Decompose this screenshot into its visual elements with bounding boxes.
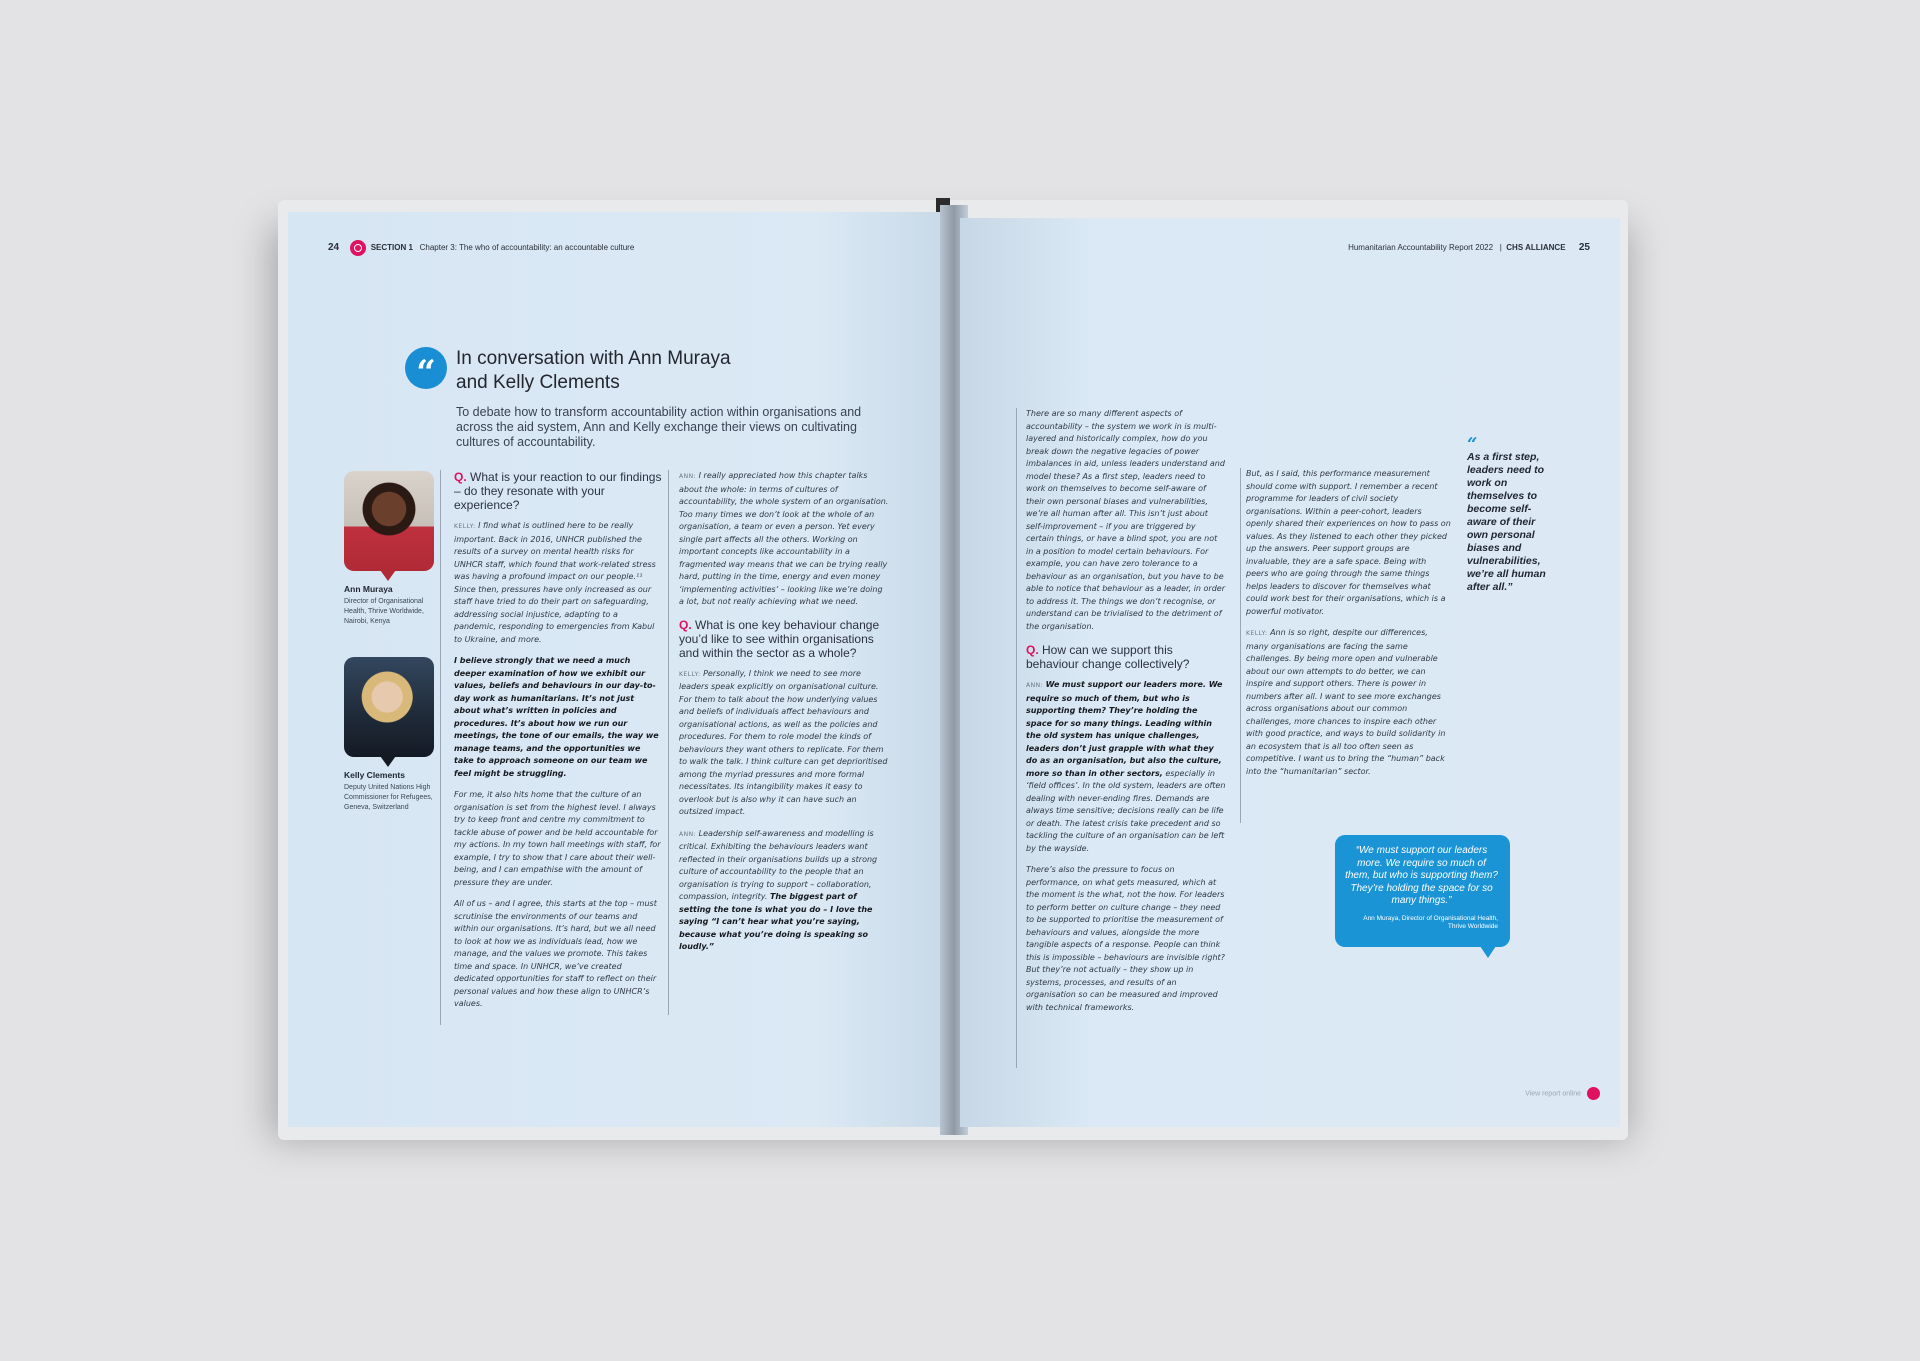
paragraph: There’s also the pressure to focus on performance, on what gets measured, which at the moment is the what, not the how. For leaders to perform better on culture change – they need to be supported to prioritise the measurement of behaviours and values, alongside the more tangible aspects of a response. People can think this is impossible – behaviours are invisible right? But they’re not actually – they show up in systems, processes, and results of an organisation so can be measured and improved with technical frameworks. bbox=[1026, 865, 1225, 1012]
callout-tail bbox=[1480, 946, 1496, 958]
left-column-2 bbox=[679, 470, 889, 963]
photo-tail bbox=[378, 567, 398, 581]
person-name: Ann Muraya bbox=[344, 584, 393, 594]
paragraph: ANN: We must support our leaders more. We require so much of them, but who is supporting them? They’re holding the space for so many things. Leading within the old system has unique challenges, leaders don’t just grapple with what they do as an organisation, but also the culture, more so than in other sectors, especially in ‘field offices’. In the old system, leaders are often dealing with never-ending fires. Demands are always time sensitive; decisions really can be life or death. The latest crisis take precedent and so tackling the culture of an organisation can be left by the wayside. bbox=[1026, 680, 1226, 853]
callout-quote: “We must support our leaders more. We require so much of them, but who is supporting them? They’re holding the space for so many things.” bbox=[1345, 845, 1498, 906]
question: Q. What is your reaction to our findings – do they resonate with your experience? bbox=[454, 470, 662, 512]
view-online-link[interactable] bbox=[1525, 1087, 1600, 1100]
page-number: 25 bbox=[1578, 242, 1590, 253]
person-role: Deputy United Nations High Commissioner for Refugees, Geneva, Switzerland bbox=[344, 784, 433, 811]
photo-tail bbox=[378, 753, 398, 767]
left-header bbox=[328, 240, 634, 256]
link-icon bbox=[1587, 1087, 1600, 1100]
question: Q. How can we support this behaviour change collectively? bbox=[1026, 643, 1190, 671]
paragraph: ANN: Leadership self-awareness and modelling is critical. Exhibiting the behaviours leaders want reflected in their organisations builds up a strong culture of accountability to the people that an organisation is trying to support – collaboration, compassion, integrity. The biggest part of setting the tone is what you do – I love the saying “I can’t hear what you’re saying, because what you’re doing is speaking so loudly.” bbox=[679, 828, 878, 951]
page-number: 24 bbox=[328, 242, 340, 254]
paragraph: There are so many different aspects of accountability – the system we work in is multi-layered and historically complex, how do you break down the negative legacies of power imbalances in aid, unless leaders understand and model these? As a first step, leaders need to work on themselves to become self-aware of their own personal biases and vulnerabilities, we’re all human after all. This isn’t just about self-improvement – if you are triggered by certain things, or have a blind spot, you are not in a position to model certain behaviours. For example, you can have zero tolerance to a behaviour as an organisation, but you have to be able to notice that behaviour as a leader, in order to address it. The things we don’t recognise, or understand can be trivialised to the detriment of the organisation. bbox=[1026, 409, 1225, 631]
question: Q. What is one key behaviour change you’d like to see within organisations and within the sector as a whole? bbox=[679, 617, 880, 660]
article-title bbox=[456, 347, 776, 395]
right-column-1 bbox=[1026, 408, 1226, 1023]
column-rule bbox=[1240, 468, 1241, 823]
paragraph: KELLY: I find what is outlined here to be really important. Back in 2016, UNHCR published the results of a survey on mental health risks for UNHCR staff, which found that work-related stress was having a profound impact on our people.¹¹ Since then, pressures have only increased as our staff have tried to do their part on safeguarding, addressing social injustice, adapting to a pandemic, responding to emergencies from Kabul to Ukraine, and more. bbox=[454, 521, 656, 644]
column-rule bbox=[440, 470, 441, 1025]
callout-quote-box bbox=[1335, 835, 1510, 947]
title-line-1: In conversation with Ann Muraya bbox=[456, 348, 731, 369]
left-column-1 bbox=[454, 470, 662, 1020]
paragraph: KELLY: Ann is so right, despite our differences, many organisations are facing the same challenges. By being more open and vulnerable about our own attempts to do better, we can inspire and support others. There is power in numbers after all. I want to see more exchanges across organisations about our common challenges, more chances to inspire each other with good practice, and ways to build solidarity in an ecosystem that is all too often seen as competitive. I want us to bring the “human” back into the “humanitarian” sector. bbox=[1246, 628, 1446, 776]
title-line-2: and Kelly Clements bbox=[456, 372, 620, 393]
pull-quote-icon: “ bbox=[1467, 434, 1478, 455]
kelly-clements-photo bbox=[344, 657, 434, 757]
paragraph-bold: I believe strongly that we need a much deeper examination of how we exhibit our values, beliefs and behaviours in our day-to-day work as humanitarians. It’s not just about what’s written in policies and procedures. It’s about how we run our meetings, the tone of our emails, the way we manage teams, and the opportunities we take to approach someone on our team we feel might be struggling. bbox=[454, 656, 659, 778]
pull-quote-text: As a first step, leaders need to work on themselves to become self-aware of their own personal biases and vulnerabilities, we’re all human after all.” bbox=[1467, 451, 1546, 593]
column-rule bbox=[1016, 408, 1017, 1068]
section-label: SECTION 1 bbox=[370, 243, 413, 253]
right-page bbox=[960, 218, 1620, 1127]
quote-icon: “ bbox=[405, 347, 447, 389]
paragraph: But, as I said, this performance measurement should come with support. I remember a recent programme for leaders of civil society organisations. Within a peer-cohort, leaders openly shared their experiences on how to pass on values. As they listened to each other they picked up the answers. Peer support groups are invaluable, they are a safe space. Being with peers who are going through the same things helps leaders to discover for themselves what could work best for their organisations, which is a powerful motivator. bbox=[1246, 469, 1451, 616]
report-title: Humanitarian Accountability Report 2022 bbox=[1348, 243, 1494, 252]
person-name: Kelly Clements bbox=[344, 770, 405, 780]
callout-attribution: Ann Muraya, Director of Organisational Health, Thrive Worldwide bbox=[1363, 914, 1498, 930]
person-role: Director of Organisational Health, Thrive Worldwide, Nairobi, Kenya bbox=[344, 598, 424, 625]
column-rule bbox=[668, 470, 669, 1015]
paragraph: For me, it also hits home that the culture of an organisation is set from the highest level. I always try to keep front and centre my commitment to tackle abuse of power and be held accountable for my actions. In my town hall meetings with staff, for example, I try to show that I care about their well-being, and I can empathise with the amount of pressure they are under. bbox=[454, 790, 661, 887]
chapter-label: Chapter 3: The who of accountability: an accountable culture bbox=[419, 243, 635, 253]
right-header: Humanitarian Accountability Report 2022 | CHS ALLIANCE 25 bbox=[1348, 242, 1590, 253]
article-intro: To debate how to transform accountability action within organisations and across the aid system, Ann and Kelly exchange their views on cultivating cultures of accountability. bbox=[456, 405, 862, 449]
pull-quote bbox=[1467, 434, 1547, 594]
left-page bbox=[288, 212, 948, 1127]
search-icon bbox=[350, 240, 366, 256]
right-column-2 bbox=[1246, 468, 1451, 787]
paragraph: All of us – and I agree, this starts at the top – must scrutinise the environments of our teams and within our organisations. It’s hard, but we all need to look at how we as individuals lead, how we manage, and the values we promote. This takes time and space. In UNHCR, we’ve created dedicated opportunities for staff to reflect on their personal values and how these align to UNHCR’s values. bbox=[454, 899, 657, 1008]
ann-muraya-photo bbox=[344, 471, 434, 571]
paragraph: ANN: I really appreciated how this chapter talks about the whole: in terms of cultures of accountability, the whole system of an organisation. Too many times we don’t look at the whole of an organisation, a team or even a person. Yet every single part affects all the others. Working on important concepts like accountability in a fragmented way means that we can be trying really hard, putting in the time, energy and even money ‘implementing activities’ – looking like we’re doing a lot, but not really achieving what we need. bbox=[679, 471, 889, 606]
view-online-label: View report online bbox=[1525, 1090, 1581, 1098]
paragraph: KELLY: Personally, I think we need to see more leaders speak explicitly on organisational culture. For them to talk about the how underlying values and beliefs of individuals affect behaviours and organisational actions, as well as the policies and procedures. For them to role model the kinds of behaviours they want others to replicate. For them to walk the talk. I think culture can get deprioritised among the myriad pressures and more formal necessitates. Its intangibility makes it easy to overlook but is also why it can have such an outsized impact. bbox=[679, 668, 888, 816]
brand: CHS ALLIANCE bbox=[1506, 243, 1566, 252]
